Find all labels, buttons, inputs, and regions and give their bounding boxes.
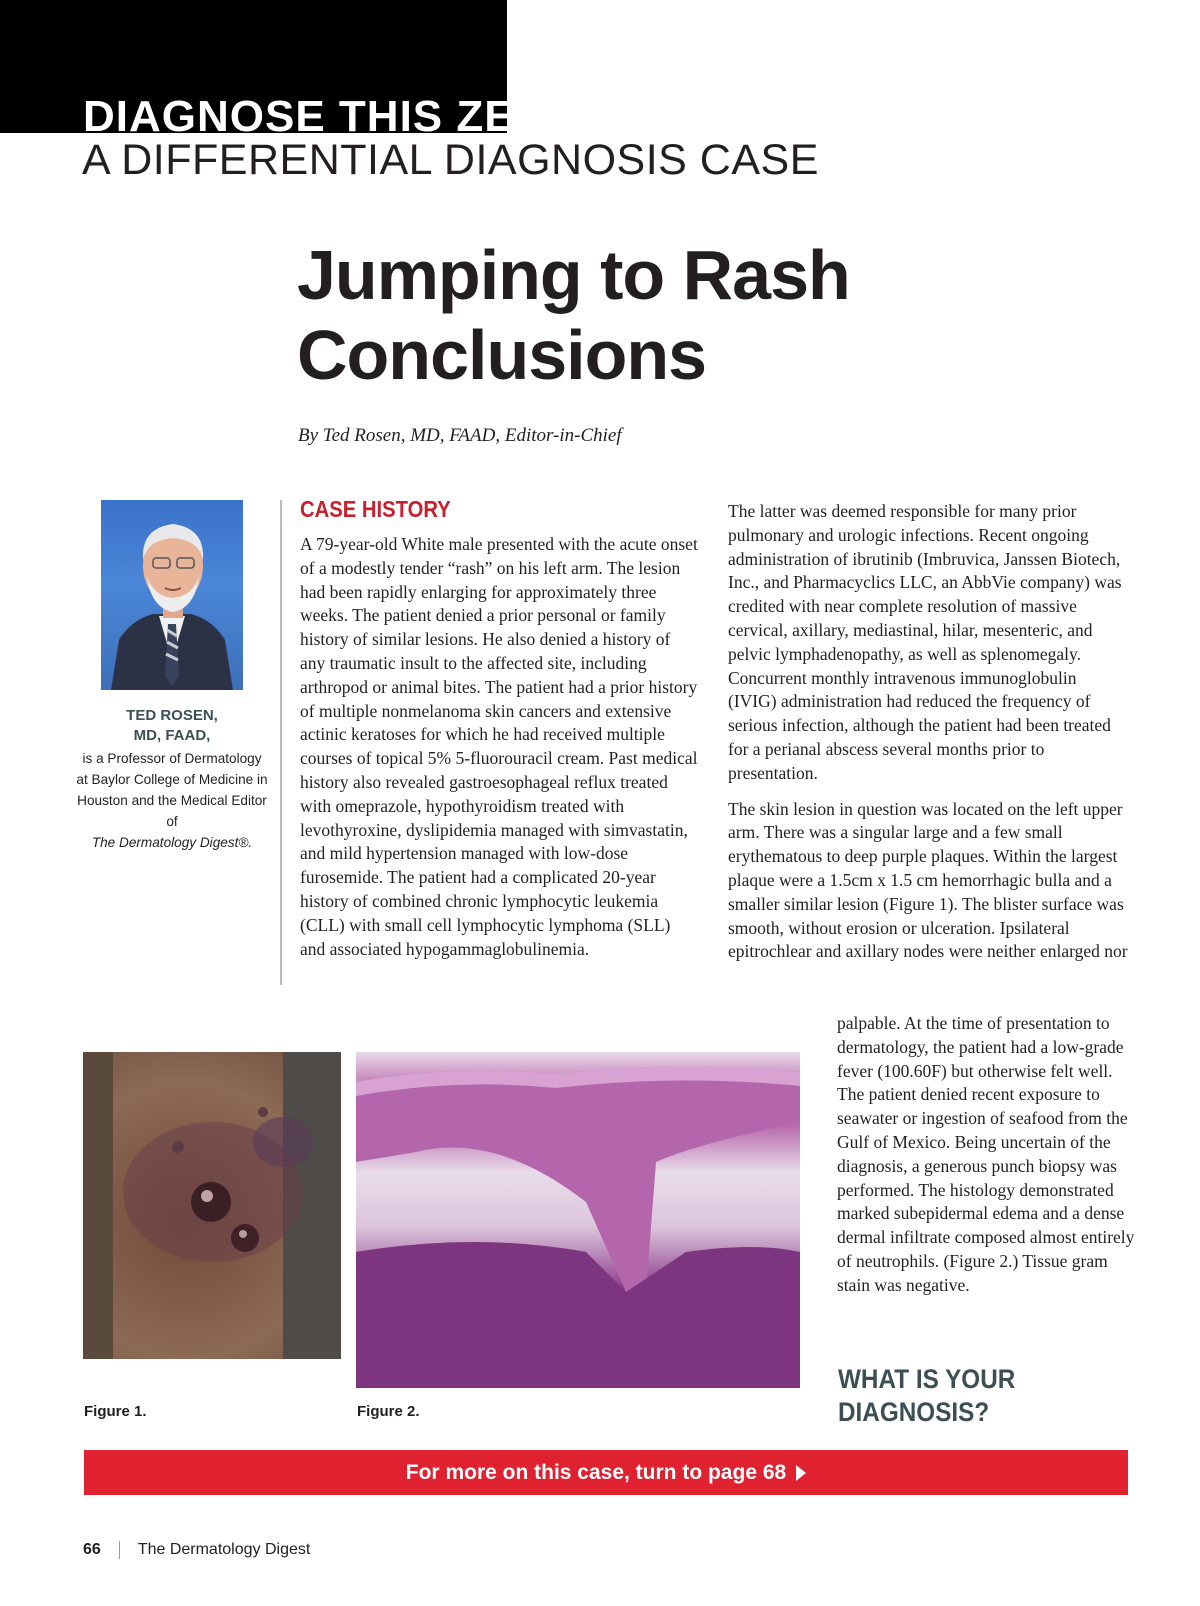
author-name-line: TED ROSEN, xyxy=(126,707,218,724)
footer-divider xyxy=(119,1541,120,1559)
author-credentials: MD, FAAD, xyxy=(133,727,211,744)
figure-2-caption: Figure 2. xyxy=(357,1403,420,1420)
author-publication: The Dermatology Digest®. xyxy=(91,835,253,850)
figure-1-caption: Figure 1. xyxy=(84,1403,147,1420)
author-info xyxy=(76,706,268,853)
figure-2-histology-image xyxy=(356,1052,800,1388)
author-portrait-illustration xyxy=(101,500,243,690)
case-history-heading: CASE HISTORY xyxy=(300,496,451,522)
article-byline: By Ted Rosen, MD, FAAD, Editor-in-Chief xyxy=(298,425,622,446)
author-bio xyxy=(76,748,268,853)
case-paragraph: The latter was deemed responsible for many prior pulmonary and urologic infections. Recent ongoing administration of ibrutinib (Imbruvica, Janssen Biotech, Inc., and Pharmacyclics LLC, an AbbVie company) was credited with near complete resolution of massive cervical, axillary, mediastinal, hilar, mesenteric, and pelvic lymphadenopathy, as well as splenomegaly. Concurrent monthly intravenous immunoglobulin (IVIG) administration had reduced the frequency of serious infection, although the patient had been treated for a perianal abscess several months prior to presentation. xyxy=(728,501,1122,783)
author-bio-text: is a Professor of Dermatology at Baylor College of Medicine in Houston and the Medical Editor of xyxy=(76,751,268,829)
diagnosis-question-line: WHAT IS YOUR xyxy=(838,1364,1016,1394)
page-number: 66 xyxy=(83,1541,101,1558)
diagnosis-question xyxy=(838,1363,1015,1429)
author-photo xyxy=(101,500,243,690)
case-paragraph-continued: palpable. At the time of presentation to dermatology, the patient had a low-grade fever (100.60F) but otherwise felt well. The patient denied recent exposure to seawater or ingestion of seafood from the Gulf of Mexico. Being uncertain of the diagnosis, a generous punch biopsy was performed. The histology demonstrated marked subepidermal edema and a dense dermal infiltrate composed almost entirely of neutrophils. (Figure 2.) Tissue gram stain was negative. xyxy=(837,1013,1135,1295)
column-divider xyxy=(280,500,282,985)
author-name xyxy=(76,706,268,746)
case-paragraph: A 79-year-old White male presented with the acute onset of a modestly tender “rash” on his left arm. The lesion had been rapidly enlarging for approximately three weeks. The patient denied a prior personal or family history of similar lesions. He also denied a history of any traumatic insult to the affected site, including arthropod or animal bites. The patient had a prior history of multiple nonmelanoma skin cancers and extensive actinic keratoses for which he had received multiple courses of topical 5% 5-fluorouracil cream. Past medical history also revealed gastroesophageal reflux treated with omeprazole, hypothyroidism treated with levothyroxine, dyslipidemia managed with simvastatin, and mild hypertension managed with low-dose furosemide. The patient had a complicated 20-year history of combined chronic lymphocytic leukemia (CLL) with small cell lymphocytic lymphoma (SLL) and associated hypogammaglobulinemia. xyxy=(300,534,698,959)
section-kicker: DIAGNOSE THIS ZEBRA xyxy=(83,95,613,133)
section-subkicker: A DIFFERENTIAL DIAGNOSIS CASE xyxy=(82,136,819,184)
article-column-right xyxy=(728,500,1128,964)
footer-publication: The Dermatology Digest xyxy=(137,1541,311,1558)
histology-illustration xyxy=(356,1052,800,1388)
figure-1-clinical-photo xyxy=(83,1052,341,1359)
clinical-lesion-illustration xyxy=(83,1052,341,1359)
diagnosis-question-line: DIAGNOSIS? xyxy=(838,1397,990,1427)
continue-reading-banner[interactable] xyxy=(84,1450,1128,1495)
case-paragraph: The skin lesion in question was located on the left upper arm. There was a singular large and a few small erythematous to deep purple plaques. Within the largest plaque were a 1.5cm x 1.5 cm hemorrhagic bulla and a smaller similar lesion (Figure 1). The blister surface was smooth, without erosion or ulceration. Ipsilateral epitrochlear and axillary nodes were neither enlarged nor xyxy=(728,798,1128,962)
page-footer xyxy=(83,1541,310,1559)
article-title-line: Jumping to Rash xyxy=(297,236,850,314)
article-title xyxy=(297,235,997,395)
continue-reading-label[interactable]: For more on this case, turn to page 68 xyxy=(405,1460,787,1484)
article-title-line: Conclusions xyxy=(297,316,707,394)
play-arrow-icon xyxy=(796,1465,806,1481)
